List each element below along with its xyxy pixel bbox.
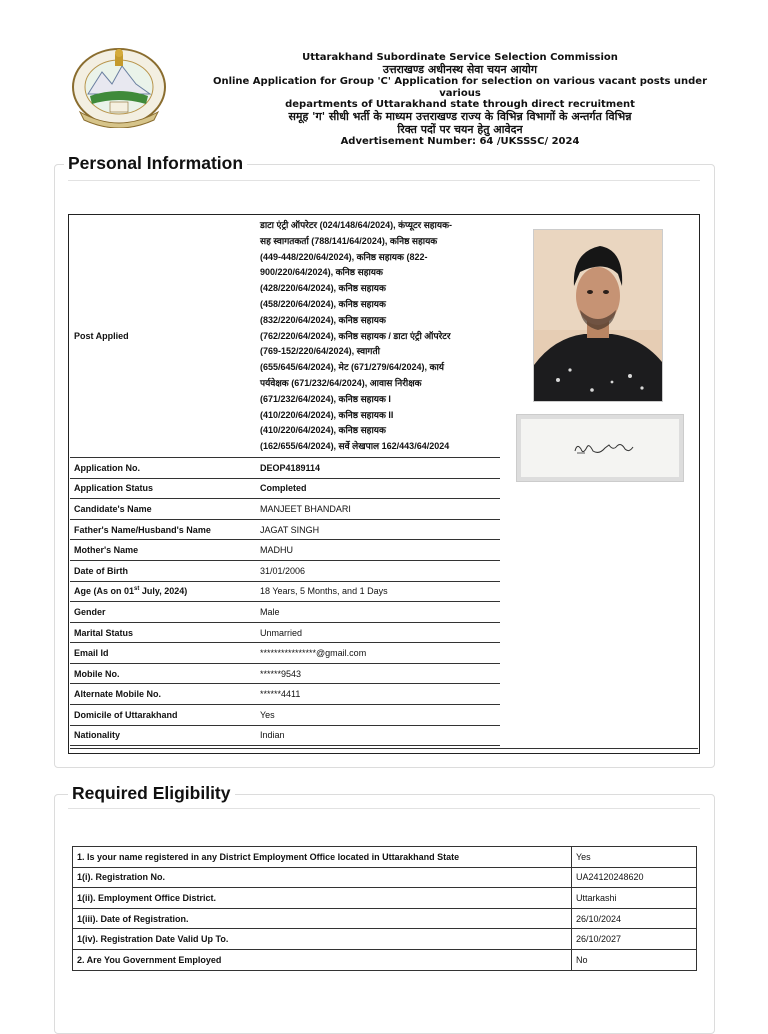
age-label: Age (As on 01st July, 2024) bbox=[70, 581, 256, 602]
table-row bbox=[70, 684, 500, 705]
application-title-hi-1: समूह 'ग' सीधी भर्ती के माध्यम उत्तराखण्ड राज्य के विभिन्न विभागों के अन्तर्गत विभिन्न bbox=[288, 109, 632, 123]
dob-value: 31/01/2006 bbox=[256, 560, 500, 581]
age-value: 18 Years, 5 Months, and 1 Days bbox=[256, 581, 500, 602]
application-status-label: Application Status bbox=[70, 478, 256, 499]
table-row bbox=[70, 622, 500, 643]
table-row bbox=[73, 908, 697, 929]
table-row bbox=[70, 216, 500, 457]
mother-name-label: Mother's Name bbox=[70, 540, 256, 561]
table-row bbox=[73, 888, 697, 909]
eligibility-answer: Uttarkashi bbox=[572, 888, 697, 909]
eligibility-answer: 26/10/2024 bbox=[572, 908, 697, 929]
application-title-en-2: departments of Uttarakhand state through direct recruitment bbox=[285, 99, 635, 111]
alt-mobile-label: Alternate Mobile No. bbox=[70, 684, 256, 705]
application-status-value: Completed bbox=[256, 478, 500, 499]
alt-mobile-value: ******4411 bbox=[256, 684, 500, 705]
post-applied-label: Post Applied bbox=[70, 216, 256, 457]
table-row bbox=[70, 602, 500, 623]
table-row bbox=[70, 725, 500, 746]
commission-name-hi: उत्तराखण्ड अधीनस्थ सेवा चयन आयोग bbox=[382, 62, 538, 76]
gender-label: Gender bbox=[70, 602, 256, 623]
advertisement-number: Advertisement Number: 64 /UKSSSC/ 2024 bbox=[340, 136, 580, 148]
application-title-en-1: Online Application for Group 'C' Application for selection on various vacant posts under various bbox=[212, 76, 708, 99]
table-row bbox=[70, 581, 500, 602]
post-line: पर्यवेक्षक (671/232/64/2024), आवास निरीक्षक bbox=[260, 377, 422, 388]
nationality-value: Indian bbox=[256, 725, 500, 746]
gender-value: Male bbox=[256, 602, 500, 623]
marital-status-label: Marital Status bbox=[70, 622, 256, 643]
post-applied-value bbox=[256, 216, 500, 457]
father-name-value: JAGAT SINGH bbox=[256, 519, 500, 540]
eligibility-question: 1(iv). Registration Date Valid Up To. bbox=[73, 929, 572, 950]
post-line: (671/232/64/2024), कनिष्ठ सहायक I bbox=[260, 393, 391, 404]
table-row bbox=[73, 929, 697, 950]
eligibility-answer: Yes bbox=[572, 847, 697, 868]
table-row bbox=[70, 540, 500, 561]
post-line: सह स्वागतकर्ता (788/141/64/2024), कनिष्ठ सहायक bbox=[260, 235, 438, 246]
table-row bbox=[70, 663, 500, 684]
post-line: (458/220/64/2024), कनिष्ठ सहायक bbox=[260, 298, 386, 309]
post-line: (410/220/64/2024), कनिष्ठ सहायक bbox=[260, 425, 386, 436]
table-row bbox=[70, 560, 500, 581]
eligibility-table bbox=[72, 846, 697, 971]
personal-title-rule bbox=[68, 180, 700, 181]
post-line: 900/220/64/2024), कनिष्ठ सहायक bbox=[260, 267, 383, 278]
eligibility-question: 2. Are You Government Employed bbox=[73, 949, 572, 970]
table-row bbox=[70, 457, 500, 478]
candidate-signature bbox=[516, 414, 684, 482]
table-row bbox=[73, 949, 697, 970]
post-line: (449-448/220/64/2024), कनिष्ठ सहायक (822- bbox=[260, 251, 428, 262]
eligibility-answer: 26/10/2027 bbox=[572, 929, 697, 950]
table-row bbox=[70, 519, 500, 540]
post-line: (769-152/220/64/2024), स्वागती bbox=[260, 346, 380, 357]
table-row bbox=[70, 499, 500, 520]
table-row bbox=[73, 867, 697, 888]
post-line: (410/220/64/2024), कनिष्ठ सहायक II bbox=[260, 409, 394, 420]
eligibility-question: 1. Is your name registered in any District Employment Office located in Uttarakhand State bbox=[73, 847, 572, 868]
personal-info-title: Personal Information bbox=[64, 153, 247, 174]
nationality-label: Nationality bbox=[70, 725, 256, 746]
commission-name-en: Uttarakhand Subordinate Service Selection Commission bbox=[302, 52, 618, 63]
personal-info-table bbox=[70, 216, 500, 746]
domicile-label: Domicile of Uttarakhand bbox=[70, 705, 256, 726]
mother-name-value: MADHU bbox=[256, 540, 500, 561]
candidate-photo-image bbox=[534, 230, 662, 401]
eligibility-question: 1(ii). Employment Office District. bbox=[73, 888, 572, 909]
post-line: (655/645/64/2024), मेट (671/279/64/2024), कार्य bbox=[260, 362, 445, 373]
marital-status-value: Unmarried bbox=[256, 622, 500, 643]
application-no-label: Application No. bbox=[70, 457, 256, 478]
eligibility-title: Required Eligibility bbox=[68, 783, 235, 804]
father-name-label: Father's Name/Husband's Name bbox=[70, 519, 256, 540]
signature-image bbox=[517, 415, 683, 481]
dob-label: Date of Birth bbox=[70, 560, 256, 581]
candidate-photo bbox=[533, 229, 663, 402]
eligibility-answer: UA24120248620 bbox=[572, 867, 697, 888]
post-line: (162/655/64/2024), सर्वे लेखपाल 162/443/64/2024 bbox=[260, 441, 450, 452]
eligibility-question: 1(i). Registration No. bbox=[73, 867, 572, 888]
eligibility-question: 1(iii). Date of Registration. bbox=[73, 908, 572, 929]
email-label: Email Id bbox=[70, 643, 256, 664]
post-line: (832/220/64/2024), कनिष्ठ सहायक bbox=[260, 314, 386, 325]
page-header bbox=[0, 0, 768, 150]
table-row bbox=[73, 847, 697, 868]
mobile-label: Mobile No. bbox=[70, 663, 256, 684]
post-line: (762/220/64/2024), कनिष्ठ सहायक / डाटा एंट्री ऑपरेटर bbox=[260, 330, 451, 341]
eligibility-title-rule bbox=[68, 808, 700, 809]
domicile-value: Yes bbox=[256, 705, 500, 726]
header-text-block bbox=[200, 52, 720, 148]
application-title-hi-2: रिक्त पदों पर चयन हेतु आवेदन bbox=[397, 122, 523, 136]
application-no-value: DEOP4189114 bbox=[256, 457, 500, 478]
email-value: ****************@gmail.com bbox=[256, 643, 500, 664]
post-line: (428/220/64/2024), कनिष्ठ सहायक bbox=[260, 283, 386, 294]
commission-emblem-logo bbox=[70, 46, 168, 128]
table-row bbox=[70, 705, 500, 726]
post-line: डाटा एंट्री ऑपरेटर (024/148/64/2024), कंप्यूटर सहायक- bbox=[260, 220, 453, 230]
candidate-name-value: MANJEET BHANDARI bbox=[256, 499, 500, 520]
table-bottom-rule bbox=[70, 748, 698, 749]
table-row bbox=[70, 478, 500, 499]
eligibility-answer: No bbox=[572, 949, 697, 970]
candidate-name-label: Candidate's Name bbox=[70, 499, 256, 520]
mobile-value: ******9543 bbox=[256, 663, 500, 684]
table-row bbox=[70, 643, 500, 664]
